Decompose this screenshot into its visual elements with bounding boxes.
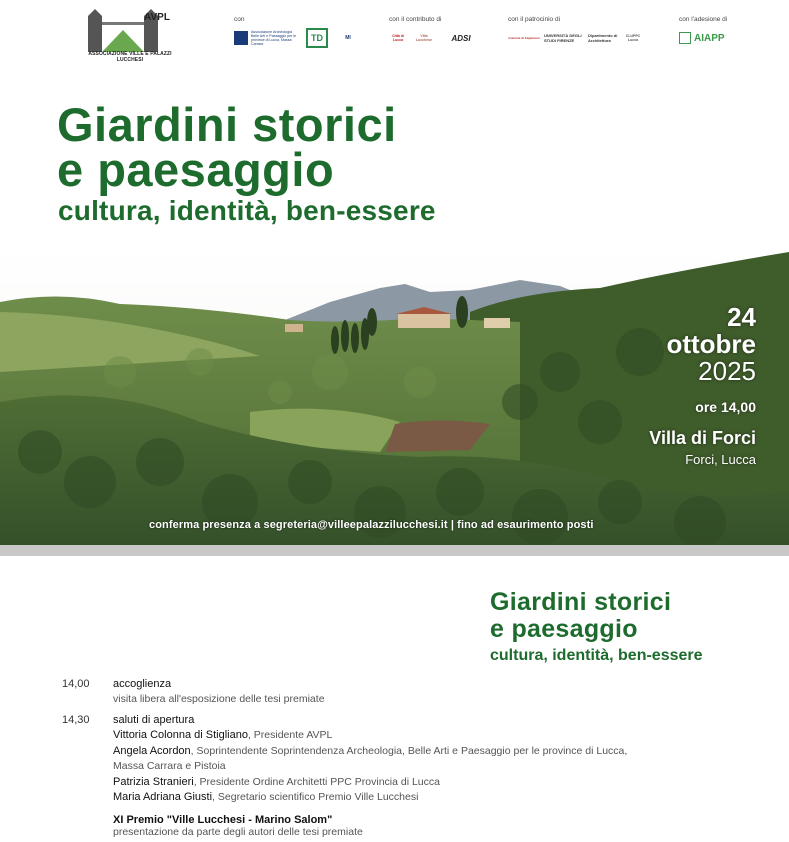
event-venue: Villa di Forci: [649, 428, 756, 448]
speaker-role: , Presidente Ordine Architetti PPC Provincia di Lucca: [193, 775, 440, 788]
secondary-title-line1: Giardini storici: [490, 588, 672, 616]
secondary-title-block: [490, 589, 703, 665]
sponsor-logo-villa-lucchese: Villa Lucchese: [415, 34, 433, 42]
event-info: [649, 303, 756, 467]
speaker-name: Maria Adriana Giusti: [113, 791, 213, 803]
speaker-row: [113, 775, 762, 791]
speaker-name: Vittoria Colonna di Stigliano: [113, 729, 248, 741]
program-time: 14,30: [62, 714, 90, 726]
speaker-role: Massa Carrara e Pistoia: [113, 760, 226, 772]
program-description: visita libera all'esposizione delle tesi premiate: [113, 693, 325, 705]
program-list: [62, 678, 762, 842]
sponsor-group-contributo: [389, 16, 481, 48]
sponsor-label: con il patrocinio di: [508, 16, 561, 23]
speaker-row: [113, 744, 762, 760]
sponsor-group-patrocinio: [508, 16, 644, 48]
speaker-role: , Presidente AVPL: [247, 729, 333, 741]
program-heading: saluti di apertura: [113, 714, 195, 726]
program-item: [62, 678, 762, 705]
logo-avpl-text: AVPL: [144, 12, 170, 23]
sponsor-logo-unifi: UNIVERSITÀ DEGLI STUDI FIRENZE: [544, 33, 582, 43]
sponsor-label: con: [234, 16, 245, 23]
main-title-block: [57, 98, 436, 227]
speaker-role: , Soprintendente Soprintendenza Archeologia, Belle Arti e Paesaggio per le province di Lucca,: [190, 744, 628, 757]
sponsor-logo-dida: Dipartimento di Architettura: [588, 33, 618, 43]
award-title: XI Premio "Ville Lucchesi - Marino Salom": [113, 813, 333, 826]
event-time: ore 14,00: [695, 399, 756, 415]
sponsor-logo-associazione: Associazione Archeologia Belle Arti e Paesaggio per le province di Lucca, Massa Carrara: [234, 28, 300, 48]
speaker-row: [113, 759, 762, 775]
sponsor-logo-capannori: Comune di Capannori: [508, 36, 540, 40]
rsvp-line: conferma presenza a segreteria@villeepalazzilucchesi.it | fino ad esaurimento posti: [149, 519, 594, 531]
speaker-row: [113, 790, 762, 806]
main-subtitle: cultura, identità, ben-essere: [58, 195, 436, 226]
program-time: 14,00: [62, 678, 90, 690]
sponsor-group-adesione: [679, 16, 731, 48]
speaker-row: [113, 728, 762, 744]
sponsor-logo-cluppc: CLUPPC Lucca: [625, 34, 641, 42]
sponsor-logo-mi: MI: [345, 35, 351, 41]
sponsor-logo-citta-lucca: Città di Lucca: [392, 34, 404, 42]
event-day: 24: [727, 302, 756, 332]
event-year: 2025: [698, 356, 756, 386]
award-description: presentazione da parte degli autori delle tesi premiate: [113, 825, 363, 838]
secondary-title: [490, 589, 703, 643]
secondary-subtitle: cultura, identità, ben-essere: [490, 647, 703, 664]
event-city: Forci, Lucca: [685, 452, 756, 467]
speaker-name: Patrizia Stranieri: [113, 775, 194, 788]
sponsor-logo-td: TD: [306, 28, 328, 48]
program-item: [62, 714, 762, 838]
main-title-line2: e paesaggio: [57, 143, 335, 196]
divider-band: [0, 545, 789, 556]
event-month: ottobre: [666, 329, 756, 359]
sponsor-logo-aiapp: AIAPP: [679, 28, 731, 48]
main-title: [57, 98, 436, 196]
sponsor-label: con il contributo di: [389, 16, 442, 23]
header-bar: [0, 0, 789, 70]
logo-subtitle: ASSOCIAZIONE VILLE E PALAZZI LUCCHESI: [88, 51, 172, 63]
speaker-role: , Segretario scientifico Premio Ville Lucchesi: [212, 791, 419, 803]
main-title-line1: Giardini storici: [57, 98, 397, 151]
secondary-title-line2: e paesaggio: [490, 615, 638, 643]
speaker-name: Angela Acordon: [113, 744, 191, 757]
program-heading: accoglienza: [113, 678, 172, 690]
sponsor-label: con l'adesione di: [679, 16, 728, 23]
sponsor-group-con: [234, 16, 362, 48]
sponsor-logo-adsi: ADSI: [451, 33, 471, 43]
